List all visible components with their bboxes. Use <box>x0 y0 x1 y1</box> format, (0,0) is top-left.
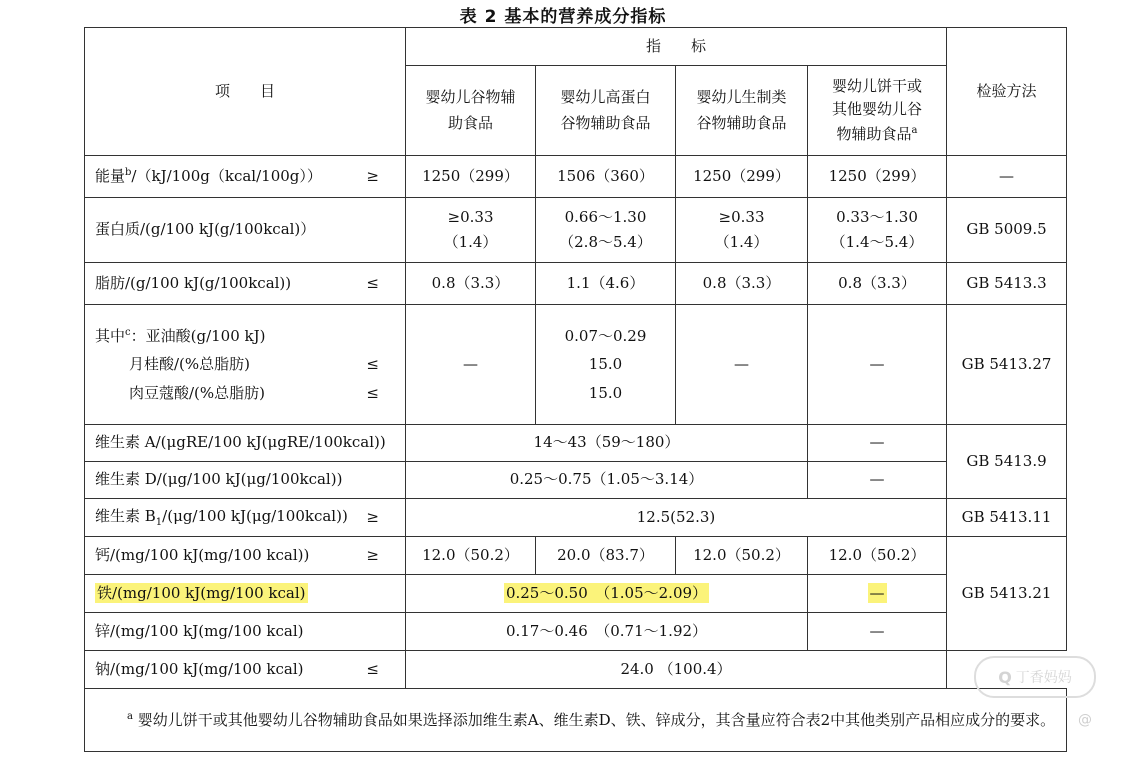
fatty-acids-value-2: 0.07～0.29 15.0 15.0 <box>536 305 676 425</box>
table-row <box>85 462 1067 499</box>
protein-method: GB 5009.5 <box>947 198 1067 263</box>
protein-value-1: ≥0.33 （1.4） <box>406 198 536 263</box>
energy-value-3: 1250（299） <box>676 156 808 198</box>
fatty-acids-value-3: — <box>676 305 808 425</box>
watermark-q-icon: Q <box>998 667 1012 687</box>
fat-value-4: 0.8（3.3） <box>808 263 947 305</box>
fatty-acids-value-4: — <box>808 305 947 425</box>
table-title: 表 2 基本的营养成分指标 <box>459 7 667 27</box>
header-method: 检验方法 <box>947 28 1067 156</box>
header-col-3: 婴幼儿生制类 谷物辅助食品 <box>676 66 808 156</box>
header-col-1: 婴幼儿谷物辅 助食品 <box>406 66 536 156</box>
vit-a-label: 维生素 A/(μgRE/100 kJ(μgRE/100kcal)) <box>85 425 406 462</box>
iron-value: 0.25～0.50 （1.05～2.09） <box>406 575 808 613</box>
table-row <box>85 425 1067 462</box>
zinc-value-4: — <box>808 613 947 651</box>
watermark-at-icon: @ <box>1078 712 1092 728</box>
fatty-acids-label: 其中$^c$：亚油酸(g/100 kJ) 月桂酸/(%总脂肪) ≤ 肉豆蔻酸/(%总脂肪) ≤ <box>85 305 406 425</box>
vit-a-value-4: — <box>808 425 947 462</box>
calcium-value-2: 20.0（83.7） <box>536 537 676 575</box>
fatty-acids-value-1: — <box>406 305 536 425</box>
iron-value-4: — <box>808 575 947 613</box>
table-row <box>85 575 1067 613</box>
table-row <box>85 263 1067 305</box>
vit-a-value: 14～43（59～180） <box>406 425 808 462</box>
fat-value-3: 0.8（3.3） <box>676 263 808 305</box>
fatty-acids-method: GB 5413.27 <box>947 305 1067 425</box>
energy-method: — <box>947 156 1067 198</box>
vit-d-value: 0.25～0.75（1.05～3.14） <box>406 462 808 499</box>
nutrition-table-wrapper <box>84 27 1067 752</box>
table-row <box>85 613 1067 651</box>
calcium-label: 钙/(mg/100 kJ(mg/100 kcal)) ≥ <box>85 537 406 575</box>
table-row <box>85 198 1067 263</box>
fat-method: GB 5413.3 <box>947 263 1067 305</box>
vit-b1-value: 12.5(52.3) <box>406 499 947 537</box>
minerals-method: GB 5413.21 <box>947 537 1067 651</box>
vit-d-value-4: — <box>808 462 947 499</box>
calcium-value-1: 12.0（50.2） <box>406 537 536 575</box>
header-indicator: 指 标 <box>406 28 947 66</box>
header-col-4: 婴幼儿饼干或 其他婴幼儿谷 物辅助食品$^a$ <box>808 66 947 156</box>
vit-b1-label: 维生素 $B_1/(\mu g/100$ kJ(μg/100kcal)) ≥ <box>85 499 406 537</box>
header-col-2: 婴幼儿高蛋白 谷物辅助食品 <box>536 66 676 156</box>
calcium-value-3: 12.0（50.2） <box>676 537 808 575</box>
table-row <box>85 305 1067 425</box>
fat-label: 脂肪/(g/100 kJ(g/100kcal)) ≤ <box>85 263 406 305</box>
table-row <box>85 156 1067 198</box>
vit-d-label: 维生素 D/(μg/100 kJ(μg/100kcal)) <box>85 462 406 499</box>
fat-value-1: 0.8（3.3） <box>406 263 536 305</box>
vit-b1-method: GB 5413.11 <box>947 499 1067 537</box>
header-item: 项 目 <box>85 28 406 156</box>
watermark-text: 丁香妈妈 <box>1015 670 1072 686</box>
table-row <box>85 499 1067 537</box>
sodium-value: 24.0 （100.4） <box>406 651 947 689</box>
footnote: $^a$ 婴幼儿饼干或其他婴幼儿谷物辅助食品如果选择添加维生素A、维生素D、铁、锌成分，其含量应符合表2中其他类别产品相应成分的要求。 <box>85 689 1067 752</box>
energy-value-2: 1506（360） <box>536 156 676 198</box>
energy-label: 能量$^b$/（kJ/100g（kcal/100g）） ≥ <box>85 156 406 198</box>
calcium-value-4: 12.0（50.2） <box>808 537 947 575</box>
energy-value-4: 1250（299） <box>808 156 947 198</box>
vit-ad-method: GB 5413.9 <box>947 425 1067 499</box>
fat-value-2: 1.1（4.6） <box>536 263 676 305</box>
sodium-label: 钠/(mg/100 kJ(mg/100 kcal) ≤ <box>85 651 406 689</box>
energy-value-1: 1250（299） <box>406 156 536 198</box>
nutrition-table <box>84 27 1067 752</box>
watermark-logo <box>974 656 1096 698</box>
protein-value-3: ≥0.33 （1.4） <box>676 198 808 263</box>
protein-value-2: 0.66～1.30 （2.8～5.4） <box>536 198 676 263</box>
table-row <box>85 651 1067 689</box>
table-row <box>85 537 1067 575</box>
footnote-row <box>85 689 1067 752</box>
zinc-value: 0.17～0.46 （0.71～1.92） <box>406 613 808 651</box>
zinc-label: 锌/(mg/100 kJ(mg/100 kcal) <box>85 613 406 651</box>
protein-value-4: 0.33～1.30 （1.4～5.4） <box>808 198 947 263</box>
iron-label: 铁/(mg/100 kJ(mg/100 kcal) <box>85 575 406 613</box>
protein-label: 蛋白质/(g/100 kJ(g/100kcal)） <box>85 198 406 263</box>
